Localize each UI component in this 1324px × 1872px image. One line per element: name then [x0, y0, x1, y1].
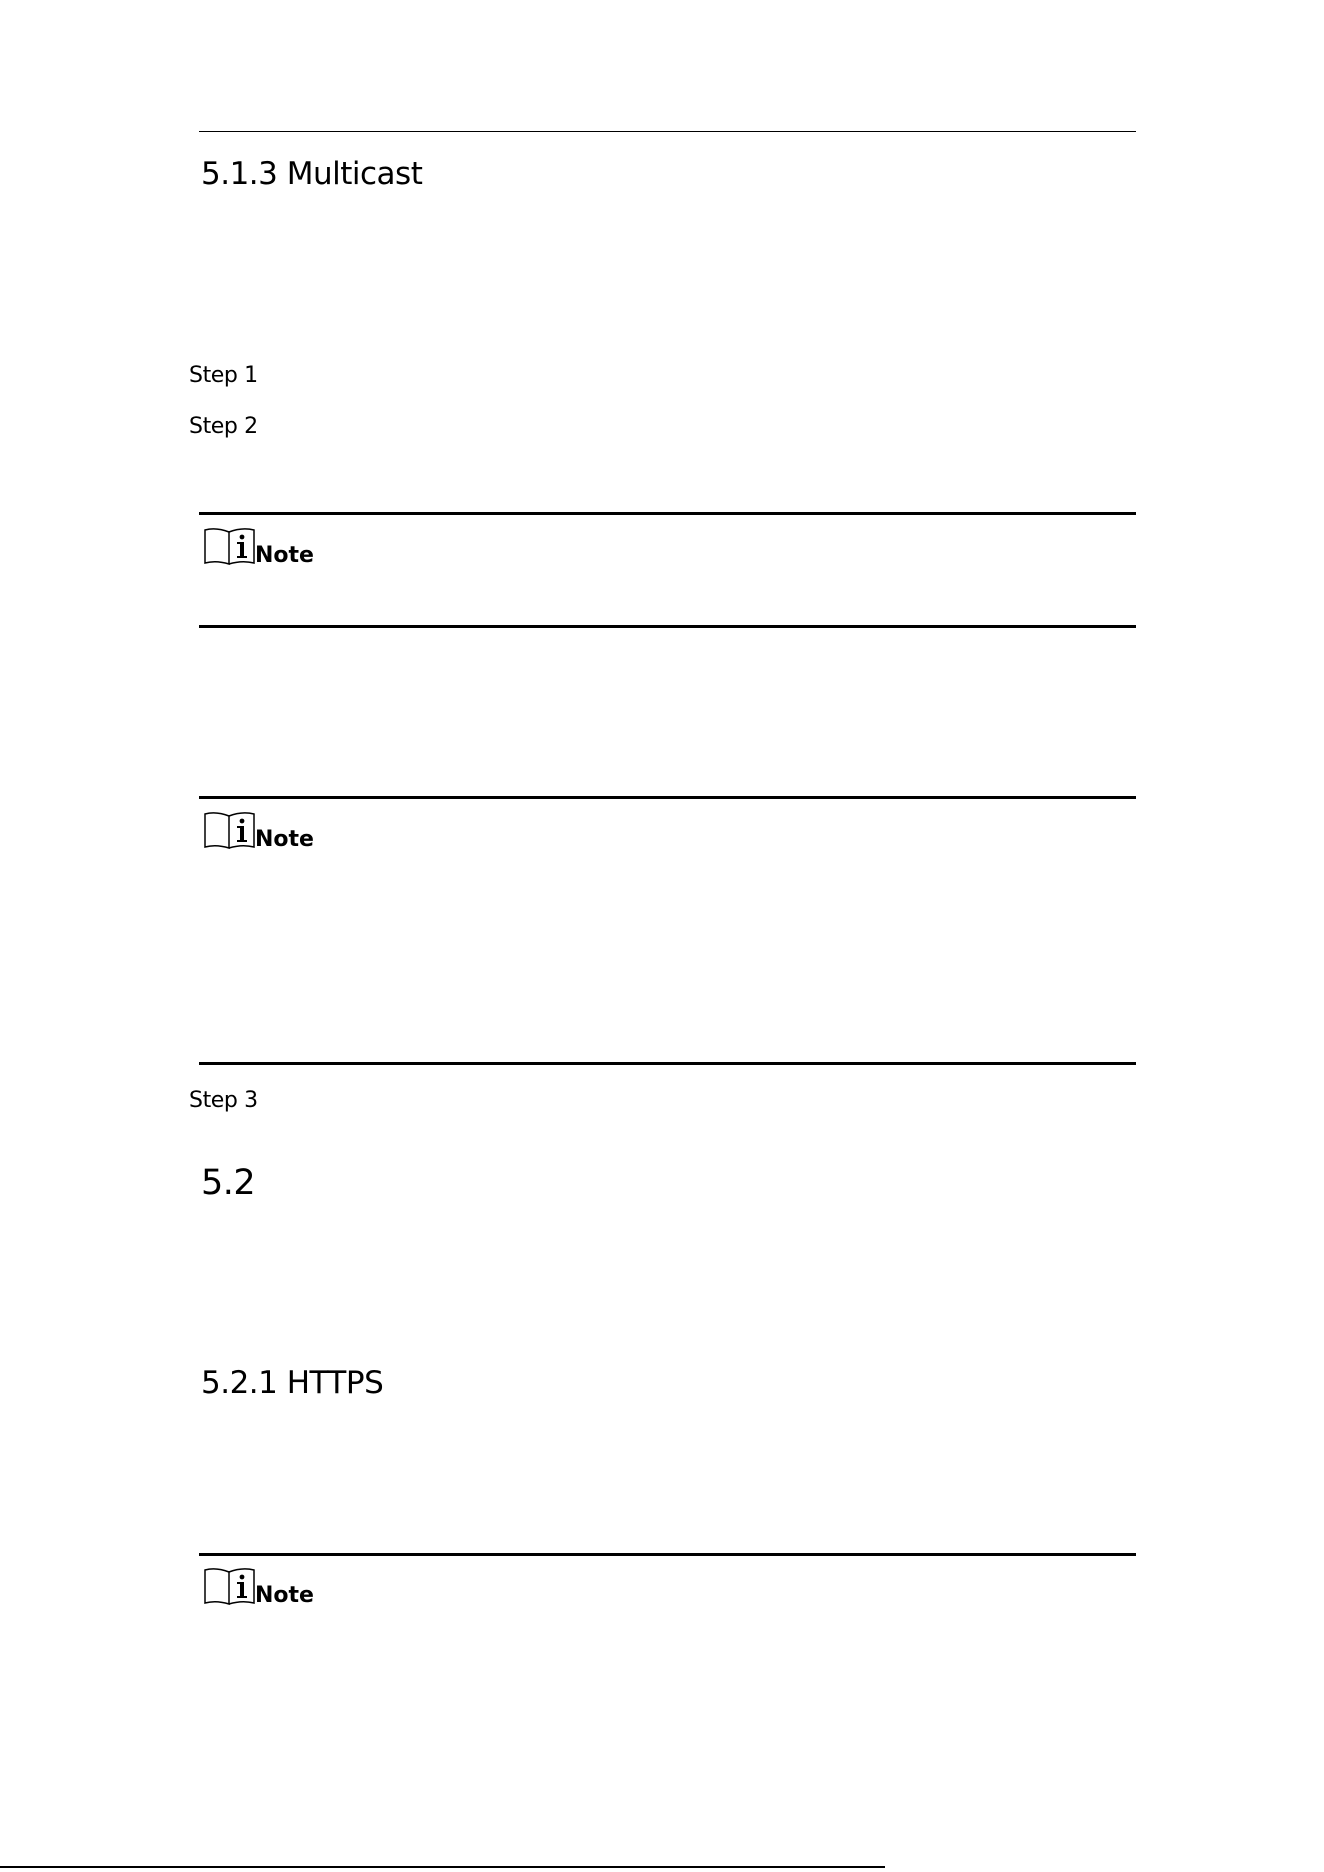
book-info-icon: [202, 1566, 257, 1608]
note-2-label: Note: [255, 827, 314, 852]
section-title-multicast: 5.1.3 Multicast: [201, 156, 423, 192]
note-1-label: Note: [255, 543, 314, 568]
note-1-bottom-rule: [199, 625, 1136, 628]
step-1-label: Step 1: [189, 363, 258, 388]
book-info-icon: [202, 526, 257, 568]
step-2-label: Step 2: [189, 414, 258, 439]
note-1-top-rule: [199, 512, 1136, 515]
header-rule: [199, 131, 1136, 132]
note-1: [202, 528, 314, 568]
book-info-icon: [202, 810, 257, 852]
step-3-label: Step 3: [189, 1088, 258, 1113]
note-3-label: Note: [255, 1583, 314, 1608]
footer-rule: [0, 1866, 885, 1868]
section-title-https: 5.2.1 HTTPS: [201, 1365, 384, 1401]
note-2-top-rule: [199, 796, 1136, 799]
note-2: [202, 812, 314, 852]
note-3-top-rule: [199, 1553, 1136, 1556]
section-title-5-2: 5.2: [201, 1163, 256, 1203]
note-3: [202, 1568, 314, 1608]
note-2-bottom-rule: [199, 1062, 1136, 1065]
